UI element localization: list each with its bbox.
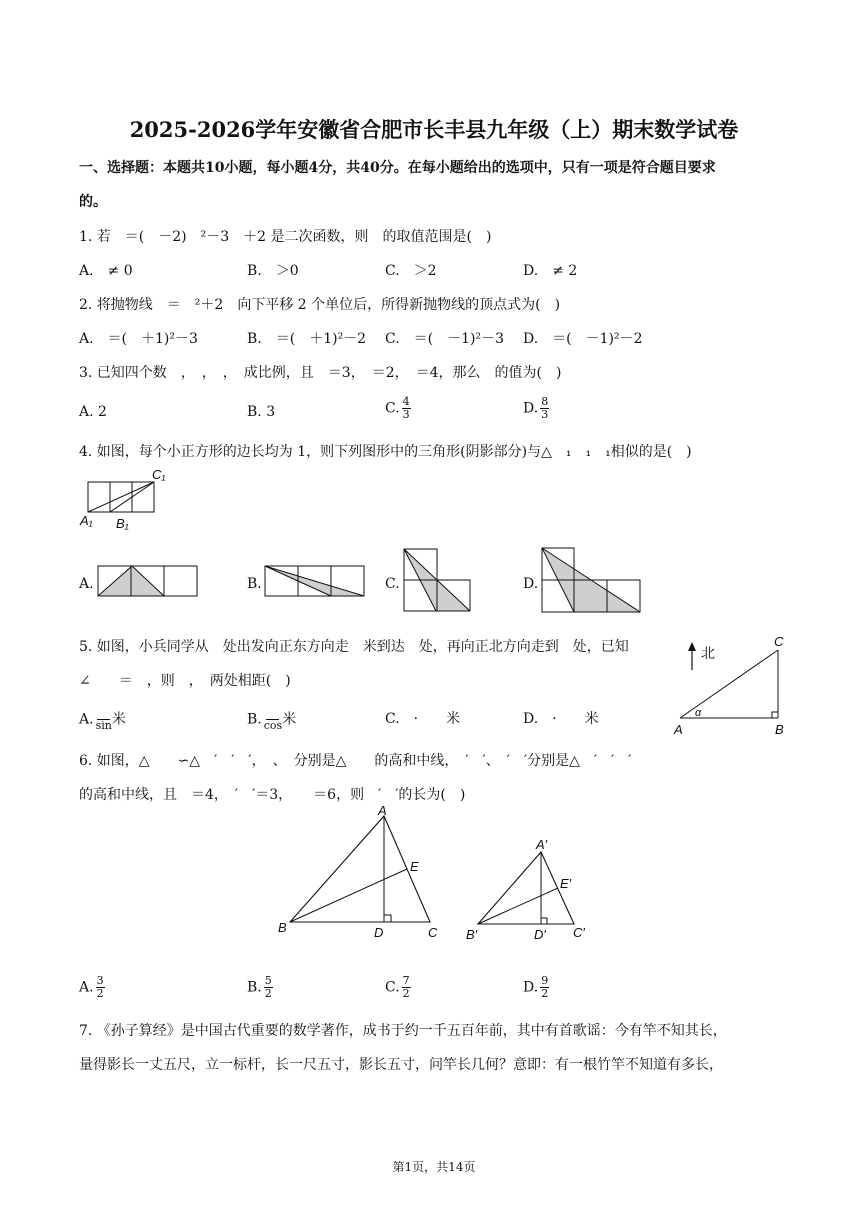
label-a: A — [378, 803, 387, 818]
q6-option-b: B. $\frac{5}{2}$ — [247, 974, 272, 1000]
q6-figure-abc-prime — [466, 838, 596, 946]
page-footer: 第1页，共14页 — [392, 1160, 476, 1174]
q6-option-a: A. $\frac{3}{2}$ — [79, 974, 104, 1000]
q1-option-a: A. ≠ 0 — [79, 263, 133, 279]
label-c-prime: C′ — [573, 925, 585, 940]
q6-line2: 的高和中线，且 ＝4， ′ ′＝3， ＝6，则 ′ ′的长为( ) — [79, 787, 466, 803]
q2-option-b: B. ＝( ＋1)²－2 — [247, 331, 367, 347]
q5-figure — [670, 630, 790, 742]
q4-reference-figure — [80, 467, 170, 532]
label-a: A — [674, 722, 683, 737]
label-d: D — [374, 925, 384, 940]
fraction: $\frac{3}{2}$ — [96, 974, 104, 1000]
label-b-prime: B′ — [466, 927, 478, 942]
label-e-prime: E′ — [560, 876, 572, 891]
label-a1: A₁ — [80, 513, 93, 528]
q2-option-c: C. ＝( －1)²－3 — [385, 331, 505, 347]
q4-figure-c — [404, 549, 472, 613]
label-b: B — [775, 722, 784, 737]
fraction: $\frac{9}{2}$ — [541, 974, 549, 1000]
q1-option-c: C. ＞2 — [385, 263, 437, 279]
fraction: sin — [96, 707, 112, 732]
q3-option-b: B. 3 — [247, 404, 276, 420]
q6-figure-abc — [276, 803, 446, 944]
label-d-prime: D′ — [534, 927, 546, 942]
label-b: B — [278, 920, 287, 935]
section-header-line2: 的。 — [79, 194, 107, 210]
q4-option-c: C. — [385, 576, 400, 592]
q6-line1: 6. 如图，△ ∽△ ′ ′ ′， 、 分别是△ 的高和中线， ′ ′、 ′ ′分别是△ ′ ′ ′ — [79, 753, 632, 769]
label-c: C — [428, 925, 438, 940]
q1-stem: 1. 若 ＝( －2) ²－3 ＋2 是二次函数，则 的取值范围是( ) — [79, 229, 492, 245]
q4-figure-d — [542, 548, 642, 614]
q5-option-c: C. · 米 — [385, 711, 461, 727]
label-c: C — [774, 634, 784, 649]
q1-option-d: D. ≠ 2 — [523, 263, 578, 279]
q5-option-a: A. sin 米 — [79, 707, 126, 732]
q4-figure-b — [265, 564, 365, 598]
q3-option-d: D. $\frac{8}{3}$ — [523, 395, 549, 421]
label-b1: B₁ — [116, 516, 129, 531]
q1-option-b: B. ＞0 — [247, 263, 299, 279]
fraction: $\frac{4}{3}$ — [402, 395, 410, 421]
q5-line2: ∠ ＝ ，则 ， 两处相距( ) — [79, 673, 291, 689]
q3-stem: 3. 已知四个数 ， ， ， 成比例，且 ＝3， ＝2， ＝4，那么 的值为( ) — [79, 365, 562, 381]
q2-option-a: A. ＝( ＋1)²－3 — [79, 331, 198, 347]
q3-option-c: C. $\frac{4}{3}$ — [385, 395, 410, 421]
q7-line1: 7. 《孙子算经》是中国古代重要的数学著作，成书于约一千五百年前，其中有首歌谣：今有竿不知其长， — [79, 1023, 727, 1039]
label-a-prime: A′ — [536, 837, 548, 852]
q4-figure-a — [98, 564, 198, 598]
fraction: $\frac{8}{3}$ — [541, 395, 549, 421]
q3-option-a: A. 2 — [79, 404, 107, 420]
q2-stem: 2. 将抛物线 ＝ ²＋2 向下平移 2 个单位后，所得新抛物线的顶点式为( ) — [79, 297, 561, 313]
section-header-line1: 一、选择题：本题共10小题，每小题4分，共40分。在每小题给出的选项中，只有一项是符合题目要求 — [79, 160, 716, 176]
q5-option-d: D. · 米 — [523, 711, 599, 727]
q4-option-a: A. — [79, 576, 94, 592]
fraction: $\frac{7}{2}$ — [402, 974, 410, 1000]
q6-option-c: C. $\frac{7}{2}$ — [385, 974, 410, 1000]
label-c1: C₁ — [152, 467, 166, 482]
q2-option-d: D. ＝( －1)²－2 — [523, 331, 643, 347]
fraction: $\frac{5}{2}$ — [264, 974, 272, 1000]
label-e: E — [410, 859, 419, 874]
label-alpha: α — [695, 707, 702, 719]
q4-option-b: B. — [247, 576, 262, 592]
label-north: 北 — [701, 646, 715, 662]
page-title: 2025-2026学年安徽省合肥市长丰县九年级（上）期末数学试卷 — [129, 117, 739, 142]
q5-line1: 5. 如图，小兵同学从 处出发向正东方向走 米到达 处，再向正北方向走到 处，已知 — [79, 639, 629, 655]
q7-line2: 量得影长一丈五尺，立一标杆，长一尺五寸，影长五寸，问竿长几何？意即：有一根竹竿不知道有多长， — [79, 1057, 723, 1073]
q6-option-d: D. $\frac{9}{2}$ — [523, 974, 549, 1000]
fraction: cos — [264, 707, 282, 732]
q4-option-d: D. — [523, 576, 539, 592]
q5-option-b: B. cos 米 — [247, 707, 296, 732]
q4-stem: 4. 如图，每个小正方形的边长均为 1，则下列图形中的三角形(阴影部分)与△ ₁ ₁ ₁相似的是( ) — [79, 444, 692, 460]
